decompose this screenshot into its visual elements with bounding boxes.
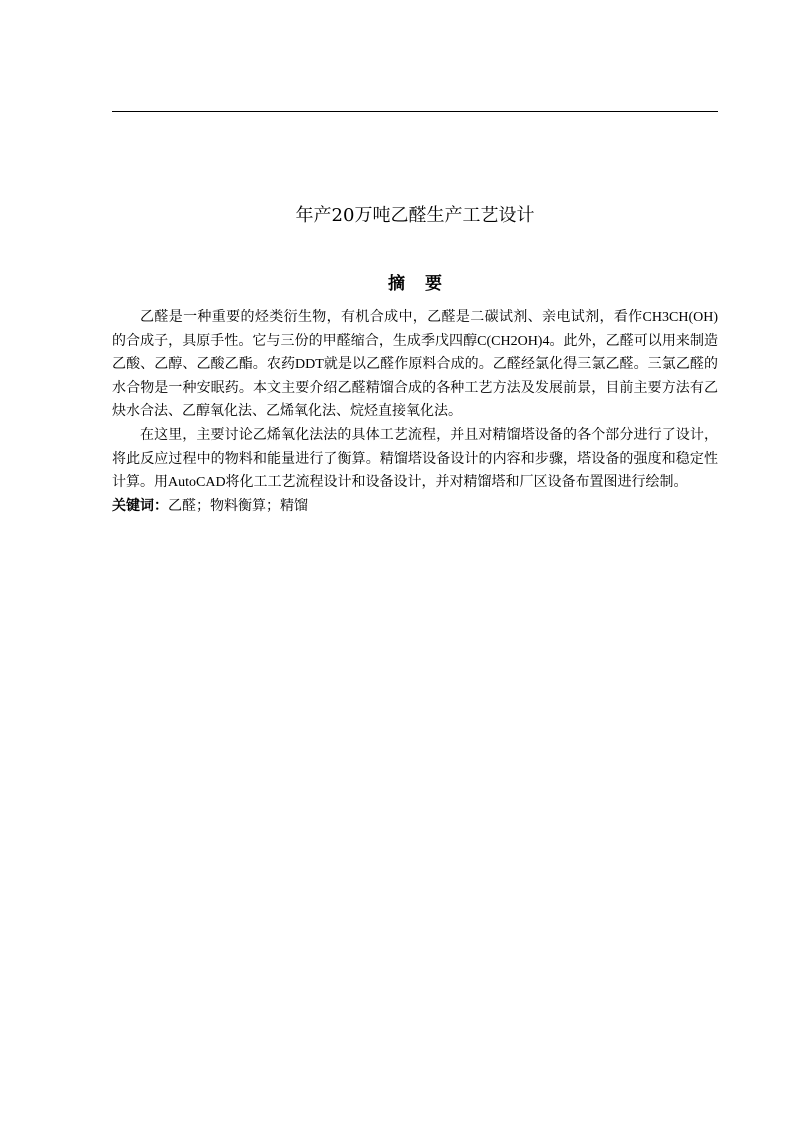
abstract-paragraph-1: 乙醛是一种重要的烃类衍生物，有机合成中，乙醛是二碳试剂、亲电试剂，看作CH3CH(OH)的合成子，具原手性。它与三份的甲醛缩合，生成季戊四醇C(CH2OH)4。此外，乙醛可以用来制造乙酸、乙醇、乙酸乙酯。农药DDT就是以乙醛作原料合成的。乙醛经氯化得三氯乙醛。三氯乙醛的水合物是一种安眠药。本文主要介绍乙醛精馏合成的各种工艺方法及发展前景，目前主要方法有乙炔水合法、乙醇氧化法、乙烯氧化法、烷烃直接氧化法。 bbox=[112, 310, 718, 420]
abstract-paragraph-2: 在这里，主要讨论乙烯氧化法法的具体工艺流程，并且对精馏塔设备的各个部分进行了设计，将此反应过程中的物料和能量进行了衡算。精馏塔设备设计的内容和步骤，塔设备的强度和稳定性计算。用AutoCAD将化工工艺流程设计和设备设计，并对精馏塔和厂区设备布置图进行绘制。 bbox=[112, 427, 718, 491]
abstract-heading: 摘要 bbox=[388, 274, 462, 294]
keywords-line bbox=[112, 495, 718, 519]
keywords-text: 乙醛；物料衡算；精馏 bbox=[168, 498, 308, 514]
document-title: 年产20万吨乙醛生产工艺设计 bbox=[295, 205, 535, 226]
header-rule bbox=[112, 111, 718, 112]
keywords-label: 关键词： bbox=[112, 497, 168, 514]
abstract-body bbox=[112, 306, 718, 518]
